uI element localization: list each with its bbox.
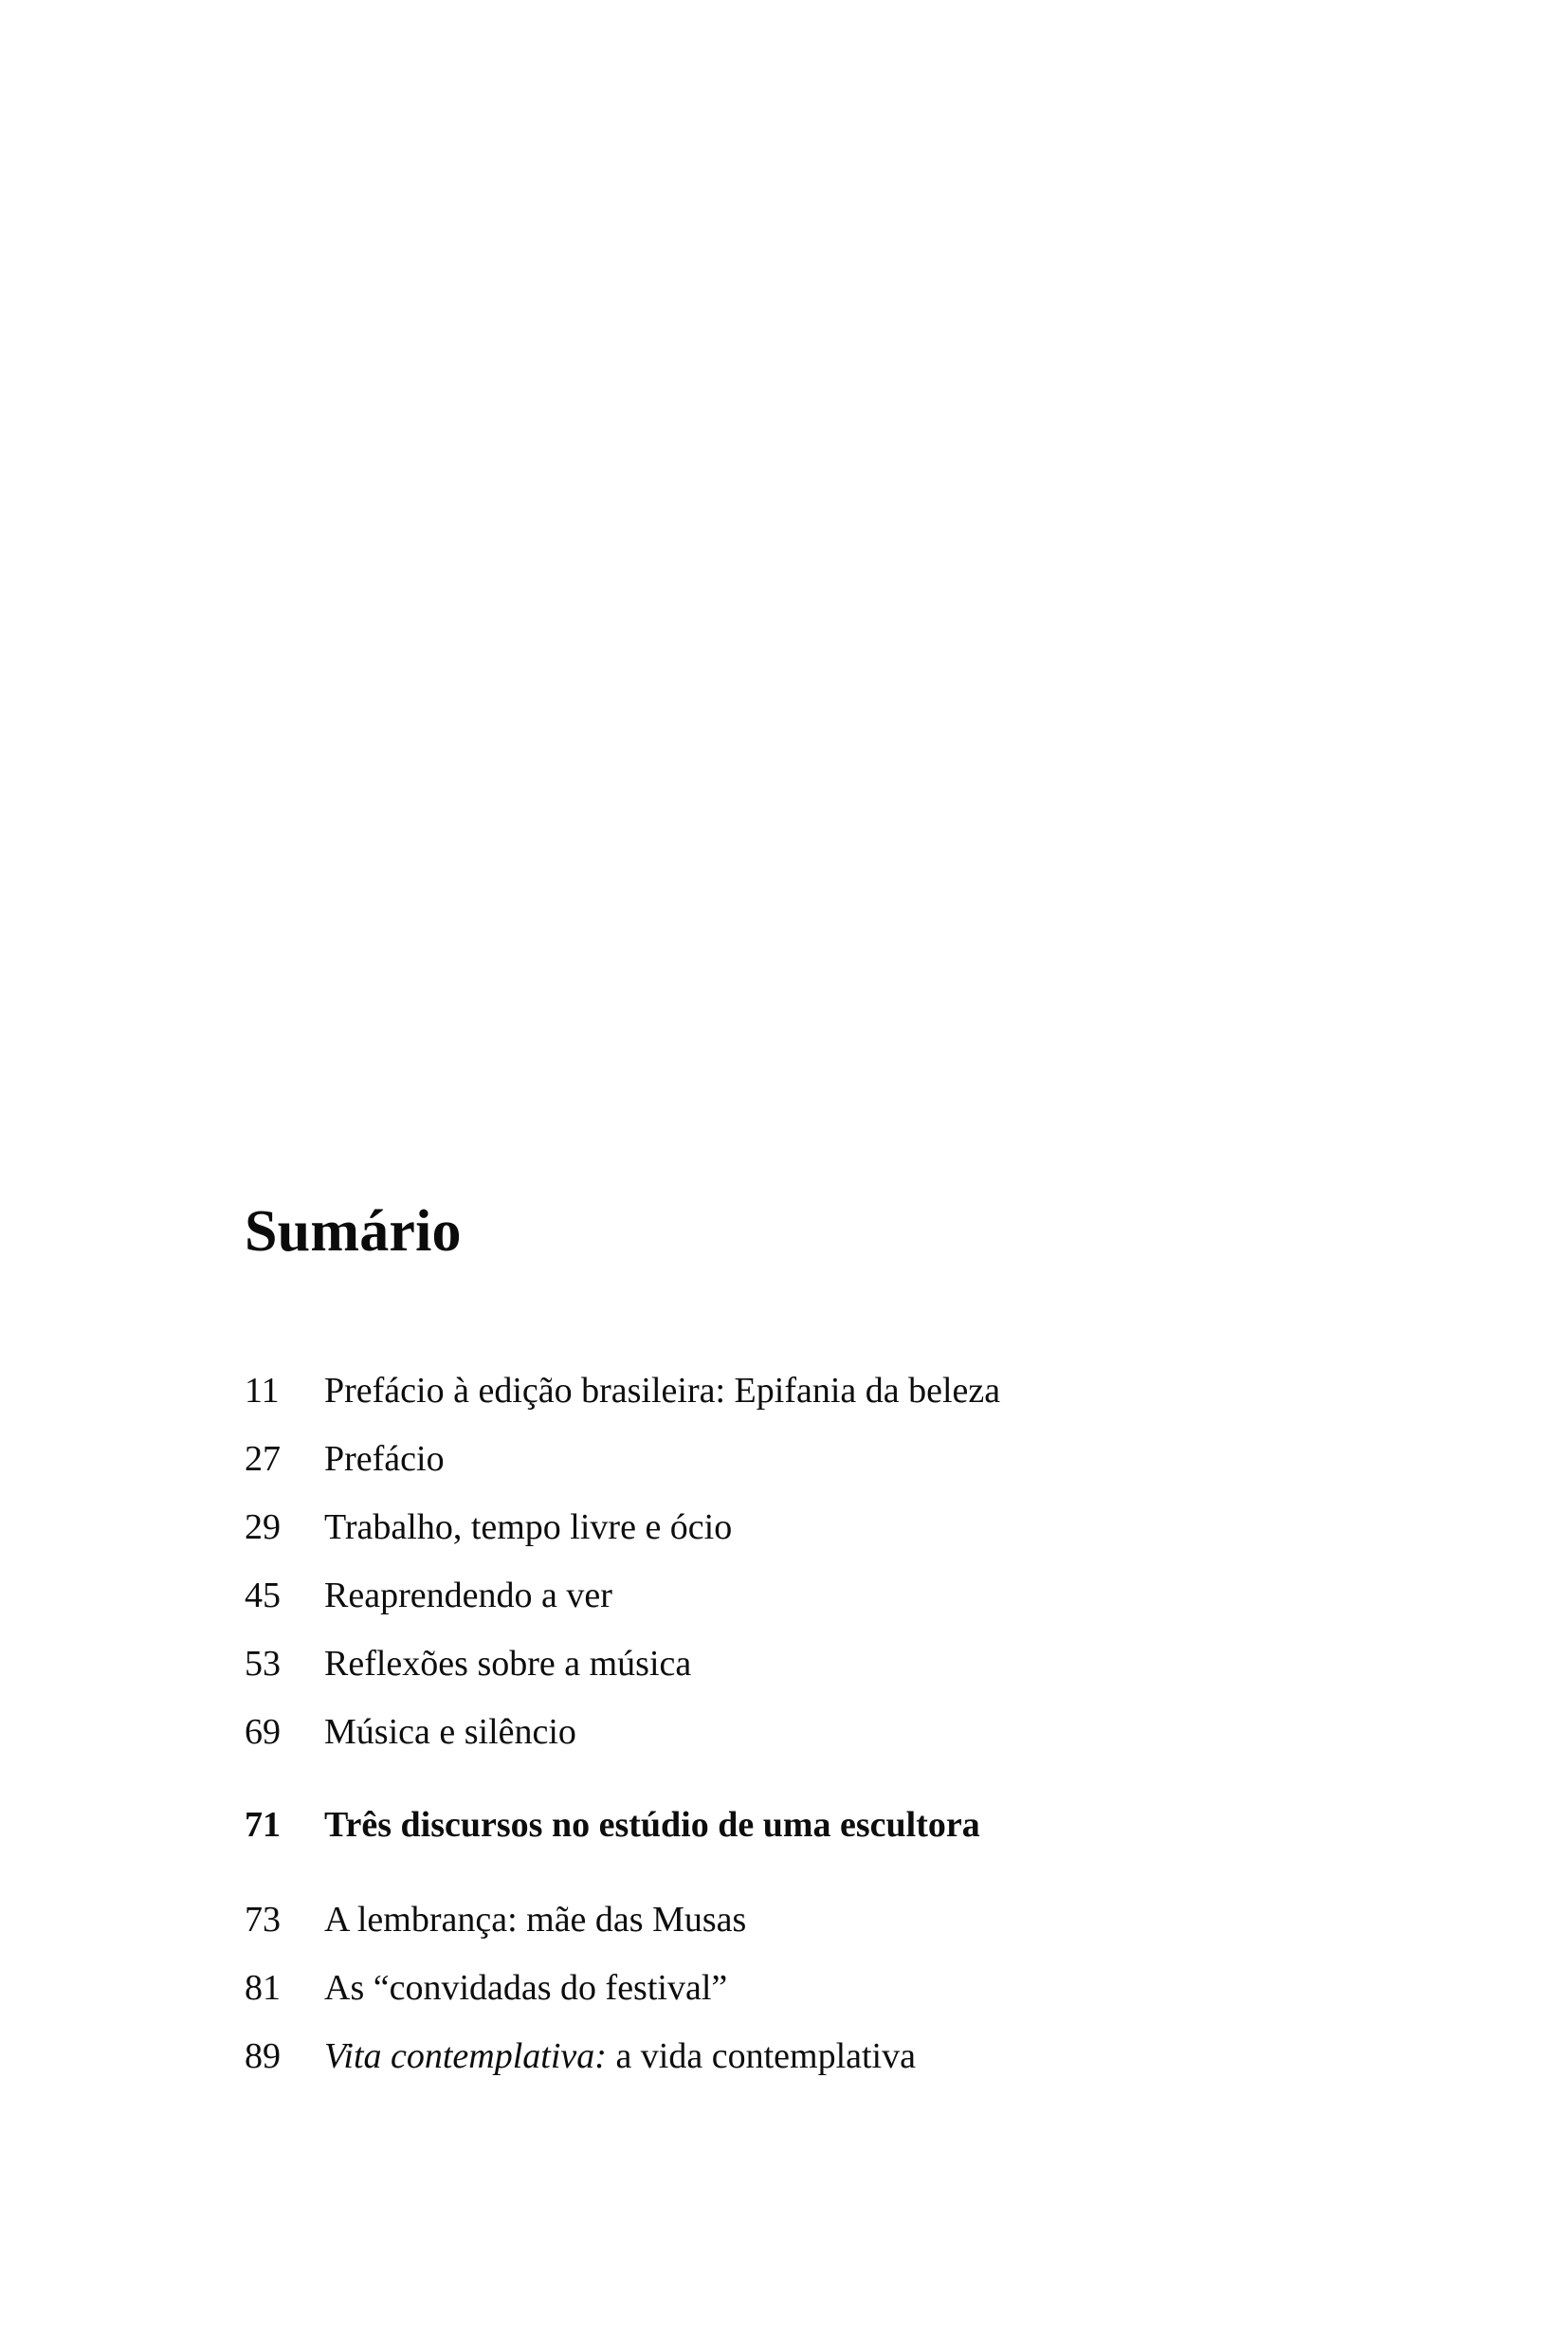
toc-title-italic-part: Vita contemplativa: — [324, 2036, 607, 2076]
toc-page-number: 69 — [245, 1712, 281, 1752]
toc-entry[interactable] — [245, 1577, 1325, 1613]
toc-page-number: 27 — [245, 1439, 281, 1479]
toc-page-number: 71 — [245, 1805, 281, 1845]
toc-entry[interactable] — [245, 1509, 1325, 1545]
toc-page-number: 73 — [245, 1900, 281, 1940]
toc-page-number: 89 — [245, 2036, 281, 2076]
toc-entry-title: Reflexões sobre a música — [324, 1644, 692, 1684]
toc-page-number: 81 — [245, 1968, 281, 2008]
toc-list — [245, 1373, 1325, 2074]
toc-entry[interactable] — [245, 1714, 1325, 1750]
toc-page-number: 11 — [245, 1371, 280, 1411]
toc-title-roman-part: a vida contemplativa — [606, 2036, 916, 2076]
toc-entry[interactable] — [245, 1441, 1325, 1477]
toc-entry-title: Música e silêncio — [324, 1712, 576, 1752]
table-of-contents — [245, 1199, 1325, 2076]
toc-entry-title: As “convidadas do festival” — [324, 1968, 728, 2008]
toc-entry[interactable] — [245, 1646, 1325, 1682]
toc-entry-title: A lembrança: mãe das Musas — [324, 1900, 747, 1940]
toc-entry-title: Trabalho, tempo livre e ócio — [324, 1507, 733, 1547]
toc-entry-title: Prefácio — [324, 1439, 445, 1479]
toc-page-number: 45 — [245, 1576, 281, 1615]
toc-entry[interactable] — [245, 2038, 1325, 2074]
toc-entry[interactable] — [245, 1373, 1325, 1409]
toc-entry-title: Três discursos no estúdio de uma escultora — [324, 1805, 980, 1845]
toc-entry-title: Prefácio à edição brasileira: Epifania da beleza — [324, 1371, 1001, 1411]
toc-page-number: 53 — [245, 1644, 281, 1684]
toc-entry-title — [298, 2038, 1325, 2074]
toc-entry[interactable] — [245, 1902, 1325, 1938]
toc-section-entry[interactable] — [245, 1807, 1325, 1843]
page-title: Sumário — [245, 1199, 462, 1264]
toc-entry[interactable] — [245, 1970, 1325, 2006]
toc-entry-title: Reaprendendo a ver — [324, 1576, 612, 1615]
toc-page-number: 29 — [245, 1507, 281, 1547]
